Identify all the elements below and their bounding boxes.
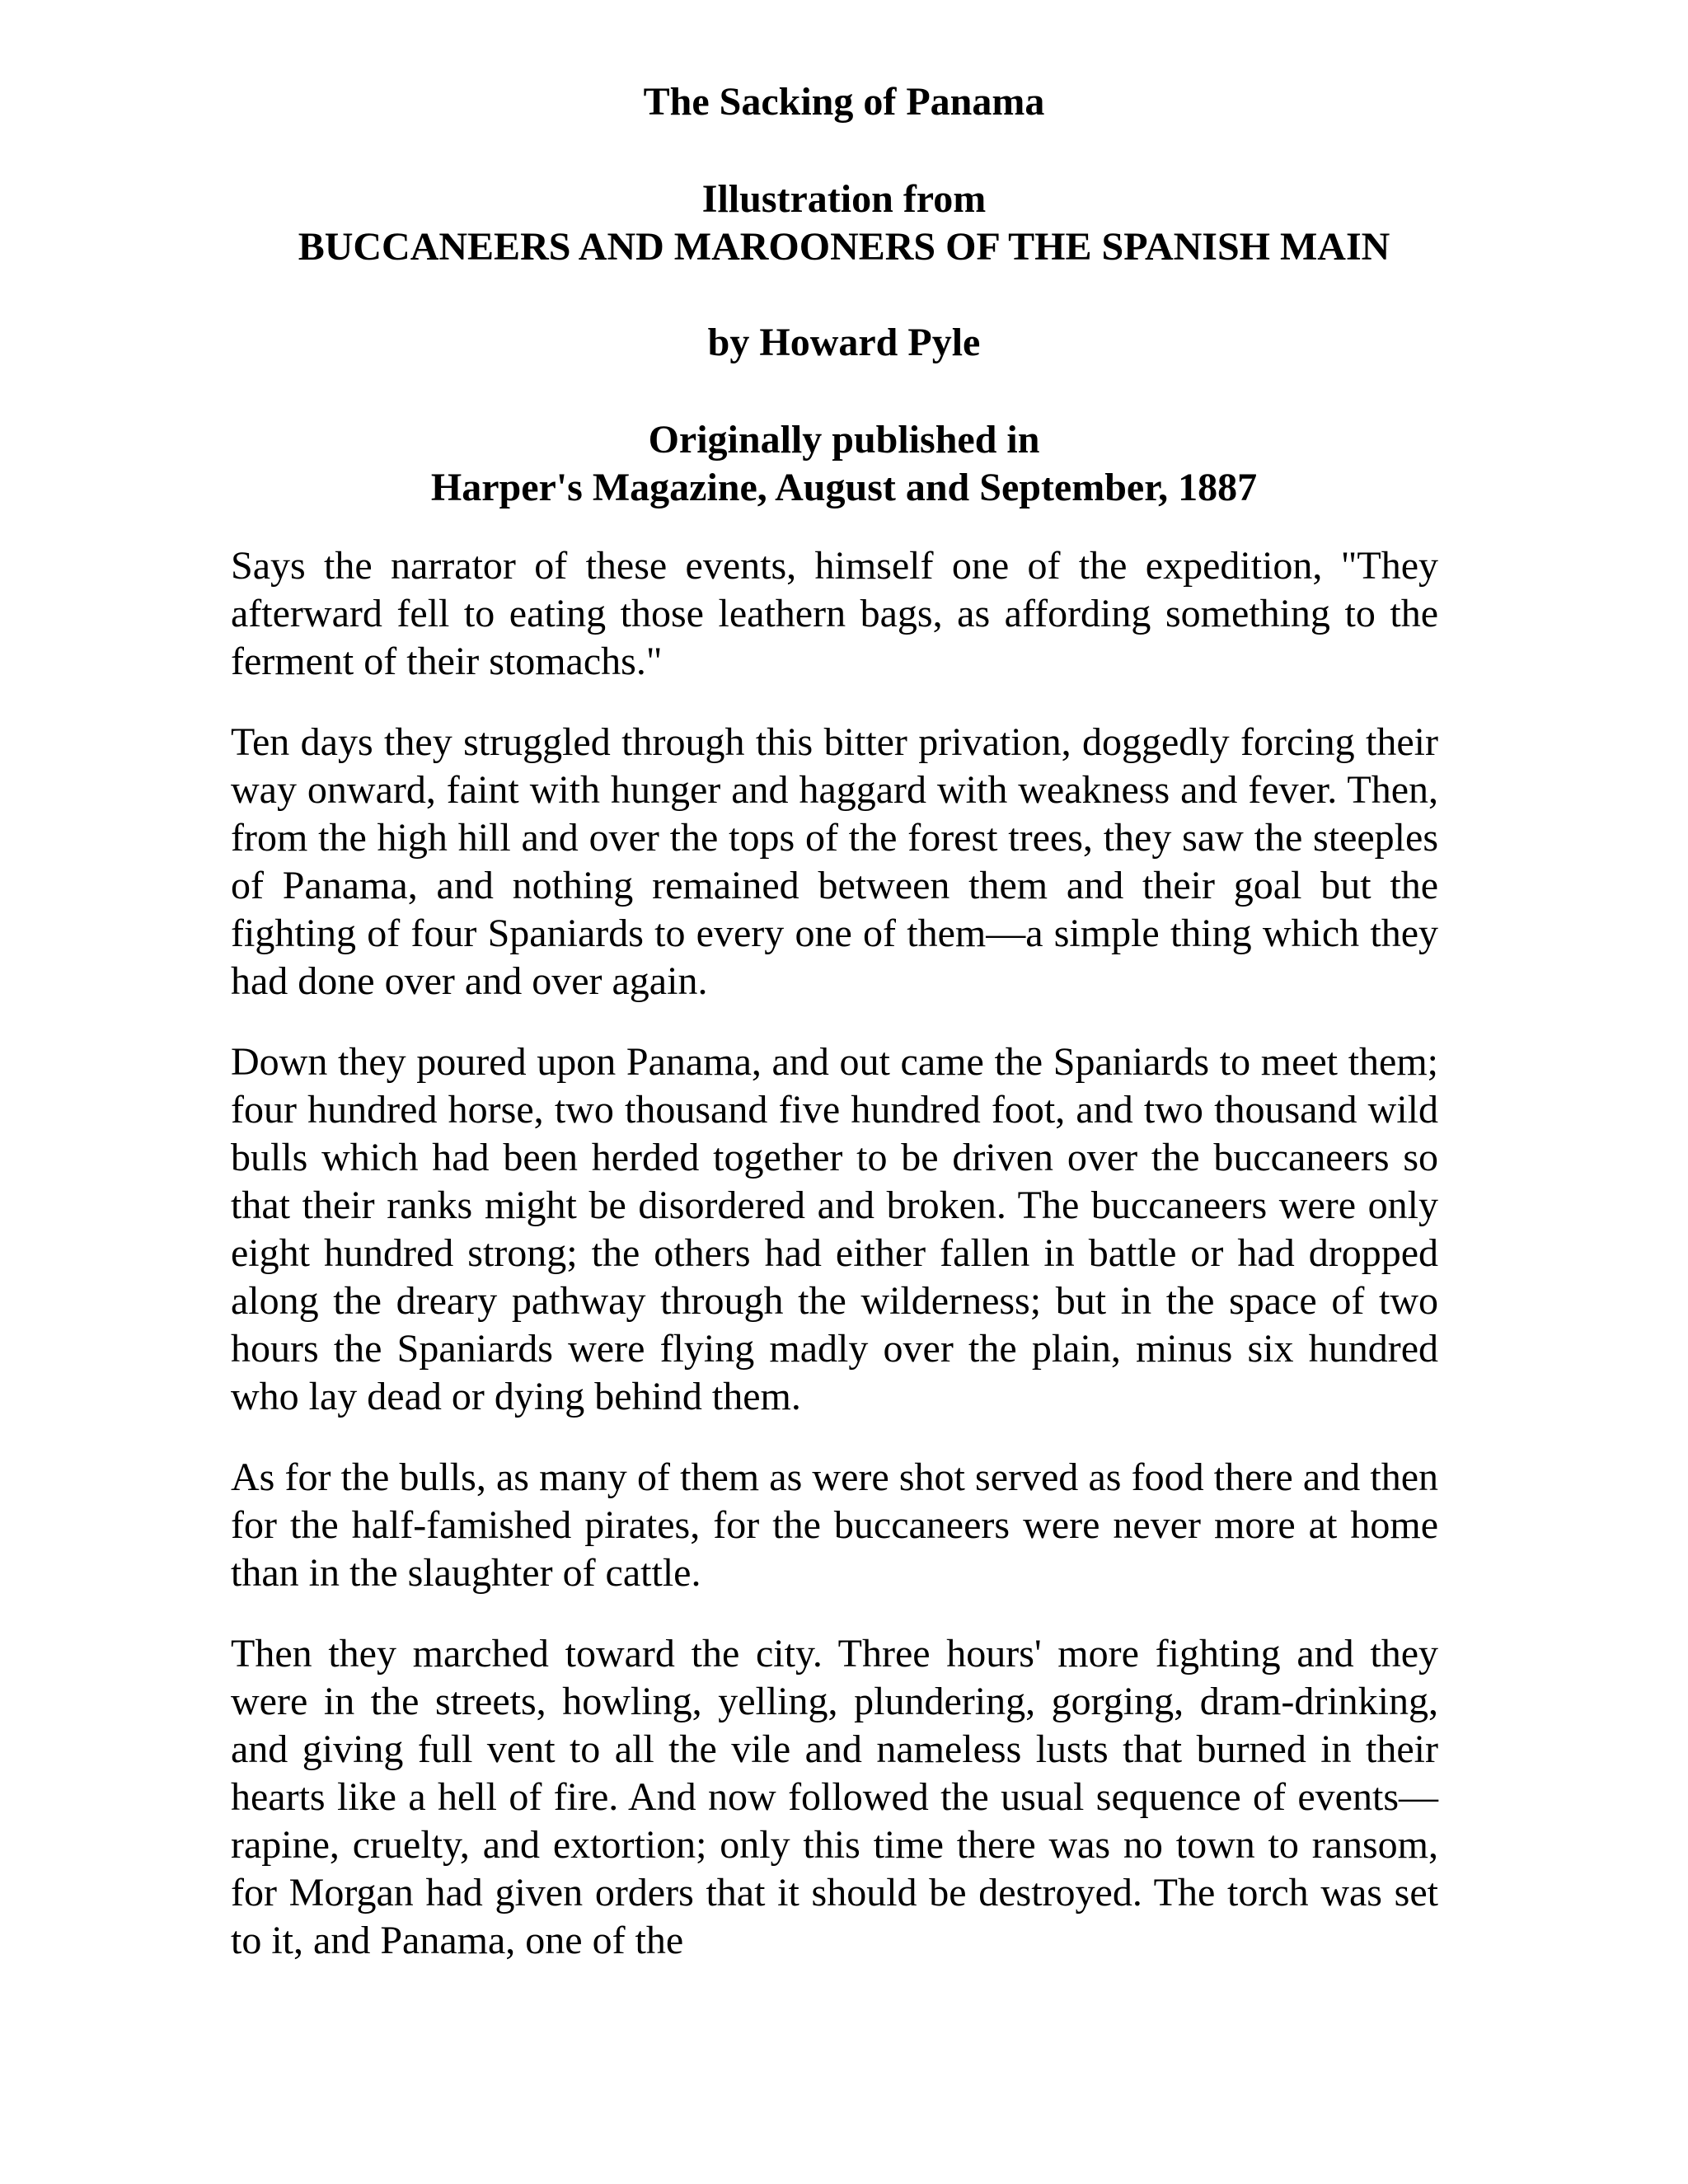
publication-line-1: Originally published in: [648, 418, 1040, 462]
paragraph-4: As for the bulls, as many of them as were shot served as food there and then for the half-famished pirates, for the buccaneers were never more at home than in the slaughter of cattle.: [231, 1455, 1438, 1595]
publication-info: [0, 416, 1688, 512]
publication-line-2: Harper's Magazine, August and September, 1887: [430, 466, 1258, 509]
illustration-line-2: BUCCANEERS AND MAROONERS OF THE SPANISH MAIN: [298, 225, 1390, 269]
paragraph-1: Says the narrator of these events, himself one of the expedition, "They afterward fell to eating those leathern bags, as affording something to the ferment of their stomachs.": [231, 544, 1438, 683]
title-text: The Sacking of Panama: [643, 80, 1045, 124]
document-title: [0, 78, 1688, 126]
paragraph-2: Ten days they struggled through this bitter privation, doggedly forcing their way onward, faint with hunger and haggard with weakness and fever. Then, from the high hill and over the tops of the forest trees, they saw the steeples of Panama, and nothing remained between them and their goal but the fighting of four Spaniards to every one of them—a simple thing which they had done over and over again.: [231, 720, 1438, 1003]
author-line: [0, 319, 1688, 367]
paragraph-3: Down they poured upon Panama, and out came the Spaniards to meet them; four hundred horse, two thousand five hundred foot, and two thousand wild bulls which had been herded together to be driven over the buccaneers so that their ranks might be disordered and broken. The buccaneers were only eight hundred strong; the others had either fallen in battle or had dropped along the dreary pathway through the wilderness; but in the space of two hours the Spaniards were flying madly over the plain, minus six hundred who lay dead or dying behind them.: [231, 1040, 1438, 1418]
body-text: [231, 542, 1438, 1998]
paragraph-5: Then they marched toward the city. Three hours' more fighting and they were in the streets, howling, yelling, plundering, gorging, dram-drinking, and giving full vent to all the vile and nameless lusts that burned in their hearts like a hell of fire. And now followed the usual sequence of events—rapine, cruelty, and extortion; only this time there was no town to ransom, for Morgan had given orders that it should be destroyed. The torch was set to it, and Panama, one of the: [231, 1632, 1438, 1962]
author-text: by Howard Pyle: [707, 321, 981, 364]
illustration-credit: [0, 176, 1688, 271]
illustration-line-1: Illustration from: [701, 177, 987, 221]
